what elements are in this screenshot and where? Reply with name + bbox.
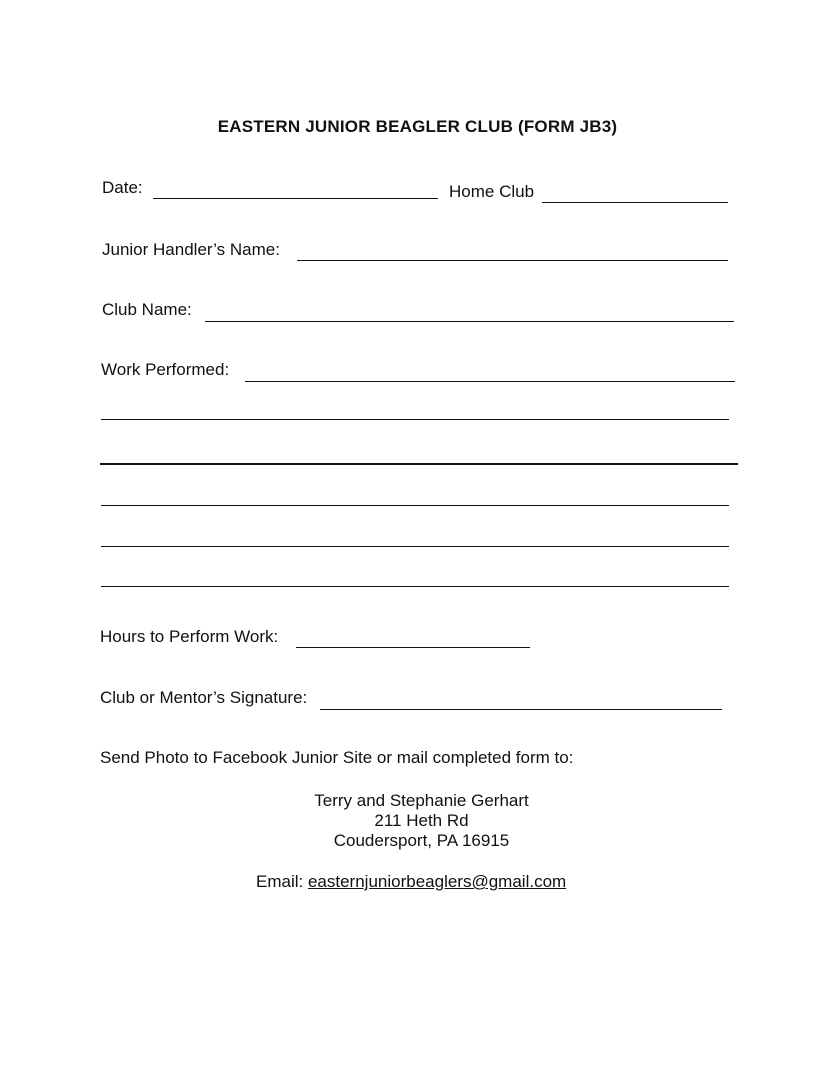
email-line	[256, 872, 566, 892]
address-city: Coudersport, PA 16915	[333, 831, 510, 850]
hours-field-line[interactable]	[296, 647, 530, 648]
address-block	[0, 791, 835, 851]
address-street: 211 Heth Rd	[374, 811, 469, 830]
date-field-line[interactable]	[153, 198, 438, 199]
hours-label: Hours to Perform Work:	[100, 627, 279, 646]
home-club-field-line[interactable]	[542, 202, 728, 203]
signature-label: Club or Mentor’s Signature:	[100, 688, 308, 707]
work-performed-label: Work Performed:	[101, 360, 230, 379]
send-instructions: Send Photo to Facebook Junior Site or mail completed form to:	[100, 748, 574, 767]
club-name-field-line[interactable]	[205, 321, 734, 322]
work-performed-extra-line[interactable]	[101, 546, 729, 547]
home-club-label: Home Club	[449, 182, 535, 201]
address-name: Terry and Stephanie Gerhart	[314, 791, 529, 810]
handler-name-field-line[interactable]	[297, 260, 728, 261]
signature-field-line[interactable]	[320, 709, 722, 710]
email-label: Email:	[256, 872, 304, 891]
work-performed-extra-line[interactable]	[101, 586, 729, 587]
work-performed-field-line[interactable]	[245, 381, 735, 382]
email-link[interactable]: easternjuniorbeaglers@gmail.com	[307, 872, 567, 891]
handler-name-label: Junior Handler’s Name:	[102, 240, 280, 259]
date-label: Date:	[102, 178, 143, 197]
club-name-label: Club Name:	[102, 300, 192, 319]
work-performed-extra-line[interactable]	[101, 505, 729, 506]
form-title: EASTERN JUNIOR BEAGLER CLUB (FORM JB3)	[217, 117, 618, 136]
work-performed-extra-line[interactable]	[101, 419, 729, 420]
work-performed-extra-line[interactable]	[100, 463, 738, 465]
